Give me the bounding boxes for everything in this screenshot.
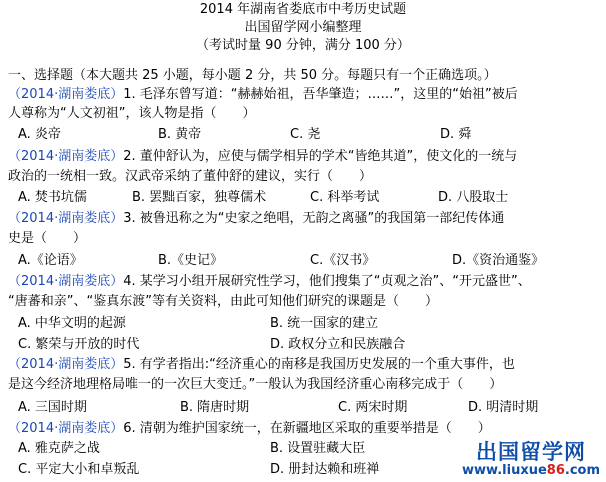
watermark-url-prefix: www.liuxue <box>462 463 547 478</box>
question-2-continued: 政治的一统相一致。汉武帝采纳了董仲舒的建议，实行（ ） <box>8 169 373 184</box>
page-title: 2014 年湖南省娄底市中考历史试题 <box>199 2 407 17</box>
option-c: C. 繁荣与开放的时代 <box>18 337 140 352</box>
question-text: 2. 董仲舒认为，应使与儒学相异的学术“皆绝其道”，使文化的一统与 <box>123 149 518 164</box>
option-b: B. 罢黜百家，独尊儒术 <box>132 190 267 205</box>
option-d: D. 政权分立和民族融合 <box>270 337 406 352</box>
question-4 <box>8 274 531 290</box>
option-d: D. 舜 <box>440 127 472 142</box>
question-text: 5. 有学者指出:“经济重心的南移是我国历史发展的一个重大事件，也 <box>123 357 515 372</box>
question-4-continued: “唐蕃和亲”、“鉴真东渡”等有关资料，由此可知他们研究的课题是（ ） <box>8 294 438 309</box>
question-1-continued: 人尊称为“人文初祖”，该人物是指（ ） <box>8 106 256 121</box>
watermark-site-name: 出国留学网 <box>476 440 586 464</box>
question-text: 1. 毛泽东曾写道：“赫赫始祖，吾华肇造；……”，这里的“始祖”被后 <box>123 87 518 102</box>
option-c: C. 两宋时期 <box>338 400 408 415</box>
watermark-url-number: 86 <box>546 463 565 478</box>
watermark-url <box>462 464 600 478</box>
page-subtitle: 出国留学网小编整理 <box>244 20 362 35</box>
option-d: D.《资治通鉴》 <box>452 253 545 268</box>
question-3-continued: 史是（ ） <box>8 231 87 246</box>
question-source-tag: （2014·湖南娄底） <box>8 211 124 226</box>
option-c: C. 平定大小和卓叛乱 <box>18 462 140 477</box>
question-source-tag: （2014·湖南娄底） <box>8 87 124 102</box>
question-source-tag: （2014·湖南娄底） <box>8 357 124 372</box>
question-2 <box>8 149 517 165</box>
site-watermark <box>462 440 600 478</box>
option-b: B. 统一国家的建立 <box>270 316 379 331</box>
option-a: A.《论语》 <box>18 253 83 268</box>
question-5-continued: 是这今经济地理格局唯一的一次巨大变迁。”一般认为我国经济重心南移完成于（ ） <box>8 377 503 392</box>
exam-time-note: （考试时量 90 分钟，满分 100 分） <box>196 38 410 53</box>
option-a: A. 三国时期 <box>18 400 87 415</box>
question-text: 4. 某学习小组开展研究性学习，他们搜集了“贞观之治”、“开元盛世”、 <box>123 274 531 289</box>
option-b: B. 隋唐时期 <box>180 400 250 415</box>
question-5 <box>8 357 515 373</box>
option-b: B. 黄帝 <box>158 127 202 142</box>
question-3 <box>8 211 504 227</box>
option-c: C.《汉书》 <box>310 253 376 268</box>
question-source-tag: （2014·湖南娄底） <box>8 149 124 164</box>
option-a: A. 焚书坑儒 <box>18 190 87 205</box>
option-a: A. 中华文明的起源 <box>18 316 126 331</box>
option-c: C. 科举考试 <box>310 190 380 205</box>
option-d: D. 明清时期 <box>468 400 539 415</box>
question-text: 6. 清朝为维护国家统一，在新疆地区采取的重要举措是（ ） <box>123 421 491 436</box>
watermark-url-suffix: .com <box>564 463 600 478</box>
question-1 <box>8 87 518 103</box>
question-text: 3. 被鲁迅称之为“史家之绝唱，无韵之离骚”的我国第一部纪传体通 <box>123 211 505 226</box>
option-c: C. 尧 <box>290 127 321 142</box>
section-heading: 一、选择题（本大题共 25 小题，每小题 2 分，共 50 分。每题只有一个正确选项。） <box>8 68 497 83</box>
question-source-tag: （2014·湖南娄底） <box>8 274 124 289</box>
question-6 <box>8 421 491 437</box>
option-a: A. 雅克萨之战 <box>18 441 100 456</box>
option-b: B. 设置驻藏大臣 <box>270 441 366 456</box>
option-a: A. 炎帝 <box>18 127 61 142</box>
question-source-tag: （2014·湖南娄底） <box>8 421 124 436</box>
option-d: D. 册封达赖和班禅 <box>270 462 380 477</box>
option-d: D. 八股取士 <box>438 190 509 205</box>
option-b: B.《史记》 <box>158 253 224 268</box>
